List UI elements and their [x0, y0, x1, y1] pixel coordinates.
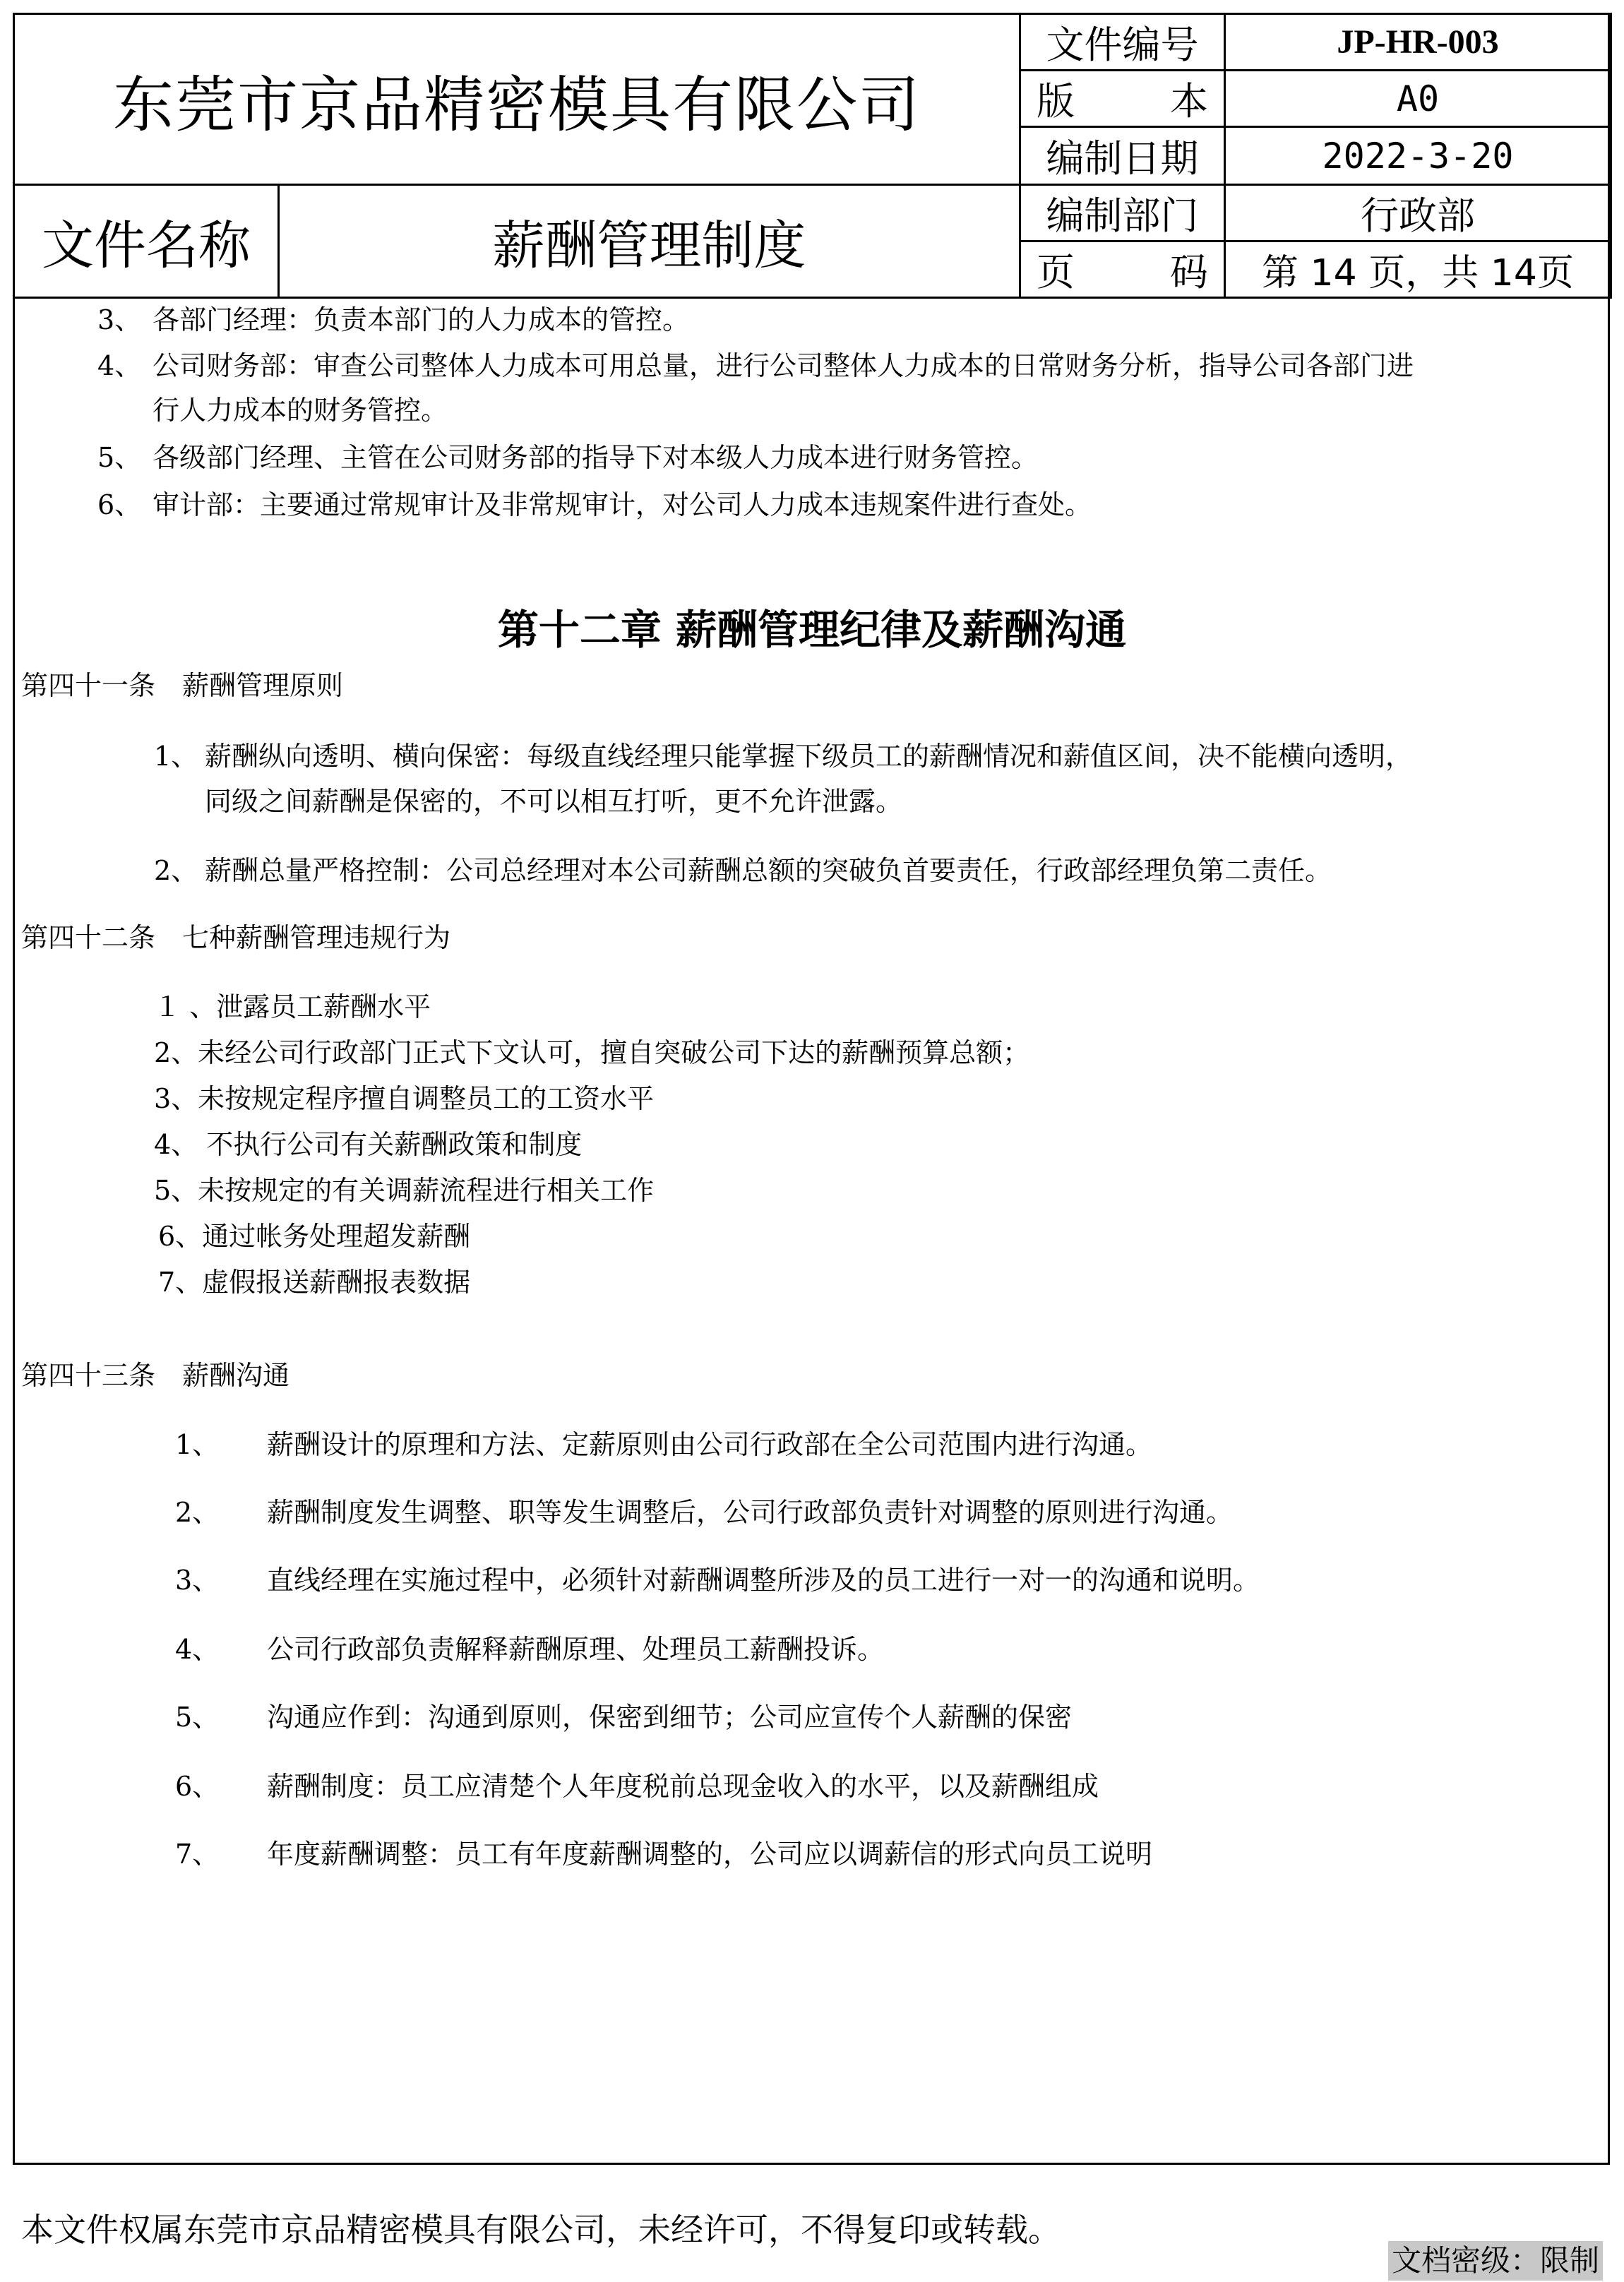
- item-text: 审计部：主要通过常规审计及非常规审计，对公司人力成本违规案件进行查处。: [153, 489, 1092, 520]
- item-number: 6、: [175, 1771, 220, 1802]
- department-value: 行政部: [1225, 185, 1611, 241]
- violation-item: 3、未按规定程序擅自调整员工的工资水平: [154, 1083, 655, 1114]
- company-name: 东莞市京品精密模具有限公司: [14, 14, 1020, 185]
- article-42-title: 第四十二条 七种薪酬管理违规行为: [21, 922, 451, 953]
- violation-item: １ 、泄露员工薪酬水平: [154, 991, 431, 1022]
- item-number: 7、: [175, 1839, 220, 1870]
- item-text: 薪酬纵向透明、横向保密：每级直线经理只能掌握下级员工的薪酬情况和薪值区间，决不能横向透明，: [205, 741, 1413, 772]
- copyright-notice: 本文件权属东莞市京品精密模具有限公司，未经许可，不得复印或转载。: [21, 2211, 1061, 2249]
- classification-badge: 文档密级：限制: [1388, 2241, 1603, 2281]
- version-label: 版 本: [1020, 71, 1225, 127]
- violation-item: 6、通过帐务处理超发薪酬: [158, 1221, 471, 1252]
- article-41-title: 第四十一条 薪酬管理原则: [21, 670, 344, 701]
- item-text: 直线经理在实施过程中，必须针对薪酬调整所涉及的员工进行一对一的沟通和说明。: [267, 1565, 1260, 1596]
- violation-item: 5、未按规定的有关调薪流程进行相关工作: [154, 1175, 655, 1206]
- item-text: 沟通应作到：沟通到原则，保密到细节；公司应宣传个人薪酬的保密: [267, 1702, 1073, 1733]
- item-text: 薪酬制度发生调整、职等发生调整后，公司行政部负责针对调整的原则进行沟通。: [267, 1497, 1234, 1528]
- item-text: 薪酬总量严格控制：公司总经理对本公司薪酬总额的突破负首要责任，行政部经理负第二责任。: [205, 855, 1332, 886]
- item-number: 1、: [154, 741, 198, 772]
- item-text: 同级之间薪酬是保密的，不可以相互打听，更不允许泄露。: [205, 786, 903, 817]
- item-number: 1、: [175, 1429, 220, 1460]
- doc-number-value: JP-HR-003: [1225, 14, 1611, 71]
- item-text: 公司财务部：审查公司整体人力成本可用总量，进行公司整体人力成本的日常财务分析，指导公司各部门进: [153, 350, 1414, 381]
- item-number: 3、: [175, 1565, 220, 1596]
- item-text: 各级部门经理、主管在公司财务部的指导下对本级人力成本进行财务管控。: [153, 442, 1039, 473]
- compile-date-value: 2022-3-20: [1225, 127, 1611, 185]
- item-text: 薪酬制度：员工应清楚个人年度税前总现金收入的水平，以及薪酬组成: [267, 1771, 1099, 1802]
- item-number: 5、: [175, 1702, 220, 1733]
- item-number: 2、: [175, 1497, 220, 1528]
- doc-number-label: 文件编号: [1020, 14, 1225, 71]
- version-value: A0: [1225, 71, 1611, 127]
- item-number: 3、: [97, 304, 142, 335]
- document-header-table: [13, 13, 1612, 299]
- item-text: 公司行政部负责解释薪酬原理、处理员工薪酬投诉。: [267, 1634, 885, 1665]
- item-number: 6、: [97, 489, 142, 520]
- violation-item: 2、未经公司行政部门正式下文认可，擅自突破公司下达的薪酬预算总额；: [154, 1037, 1030, 1068]
- violation-item: 7、虚假报送薪酬报表数据: [158, 1267, 471, 1298]
- item-text: 行人力成本的财务管控。: [153, 395, 448, 426]
- compile-date-label: 编制日期: [1020, 127, 1225, 185]
- item-text: 薪酬设计的原理和方法、定薪原则由公司行政部在全公司范围内进行沟通。: [267, 1429, 1153, 1460]
- item-number: 5、: [97, 442, 142, 473]
- page-frame: [13, 13, 1610, 2165]
- item-text: 各部门经理：负责本部门的人力成本的管控。: [153, 304, 690, 335]
- file-name-value: 薪酬管理制度: [279, 185, 1020, 298]
- item-text: 年度薪酬调整：员工有年度薪酬调整的，公司应以调薪信的形式向员工说明: [267, 1839, 1153, 1870]
- item-number: 4、: [175, 1634, 220, 1665]
- item-number: 2、: [154, 855, 198, 886]
- violation-item: 4、 不执行公司有关薪酬政策和制度: [154, 1129, 583, 1160]
- item-number: 4、: [97, 350, 142, 381]
- page-label: 页 码: [1020, 241, 1225, 298]
- department-label: 编制部门: [1020, 185, 1225, 241]
- article-43-title: 第四十三条 薪酬沟通: [21, 1360, 290, 1391]
- page-number-value: 第 14 页，共 14页: [1225, 241, 1611, 298]
- chapter-title: 第十二章 薪酬管理纪律及薪酬沟通: [497, 606, 1127, 654]
- file-name-label: 文件名称: [14, 185, 279, 298]
